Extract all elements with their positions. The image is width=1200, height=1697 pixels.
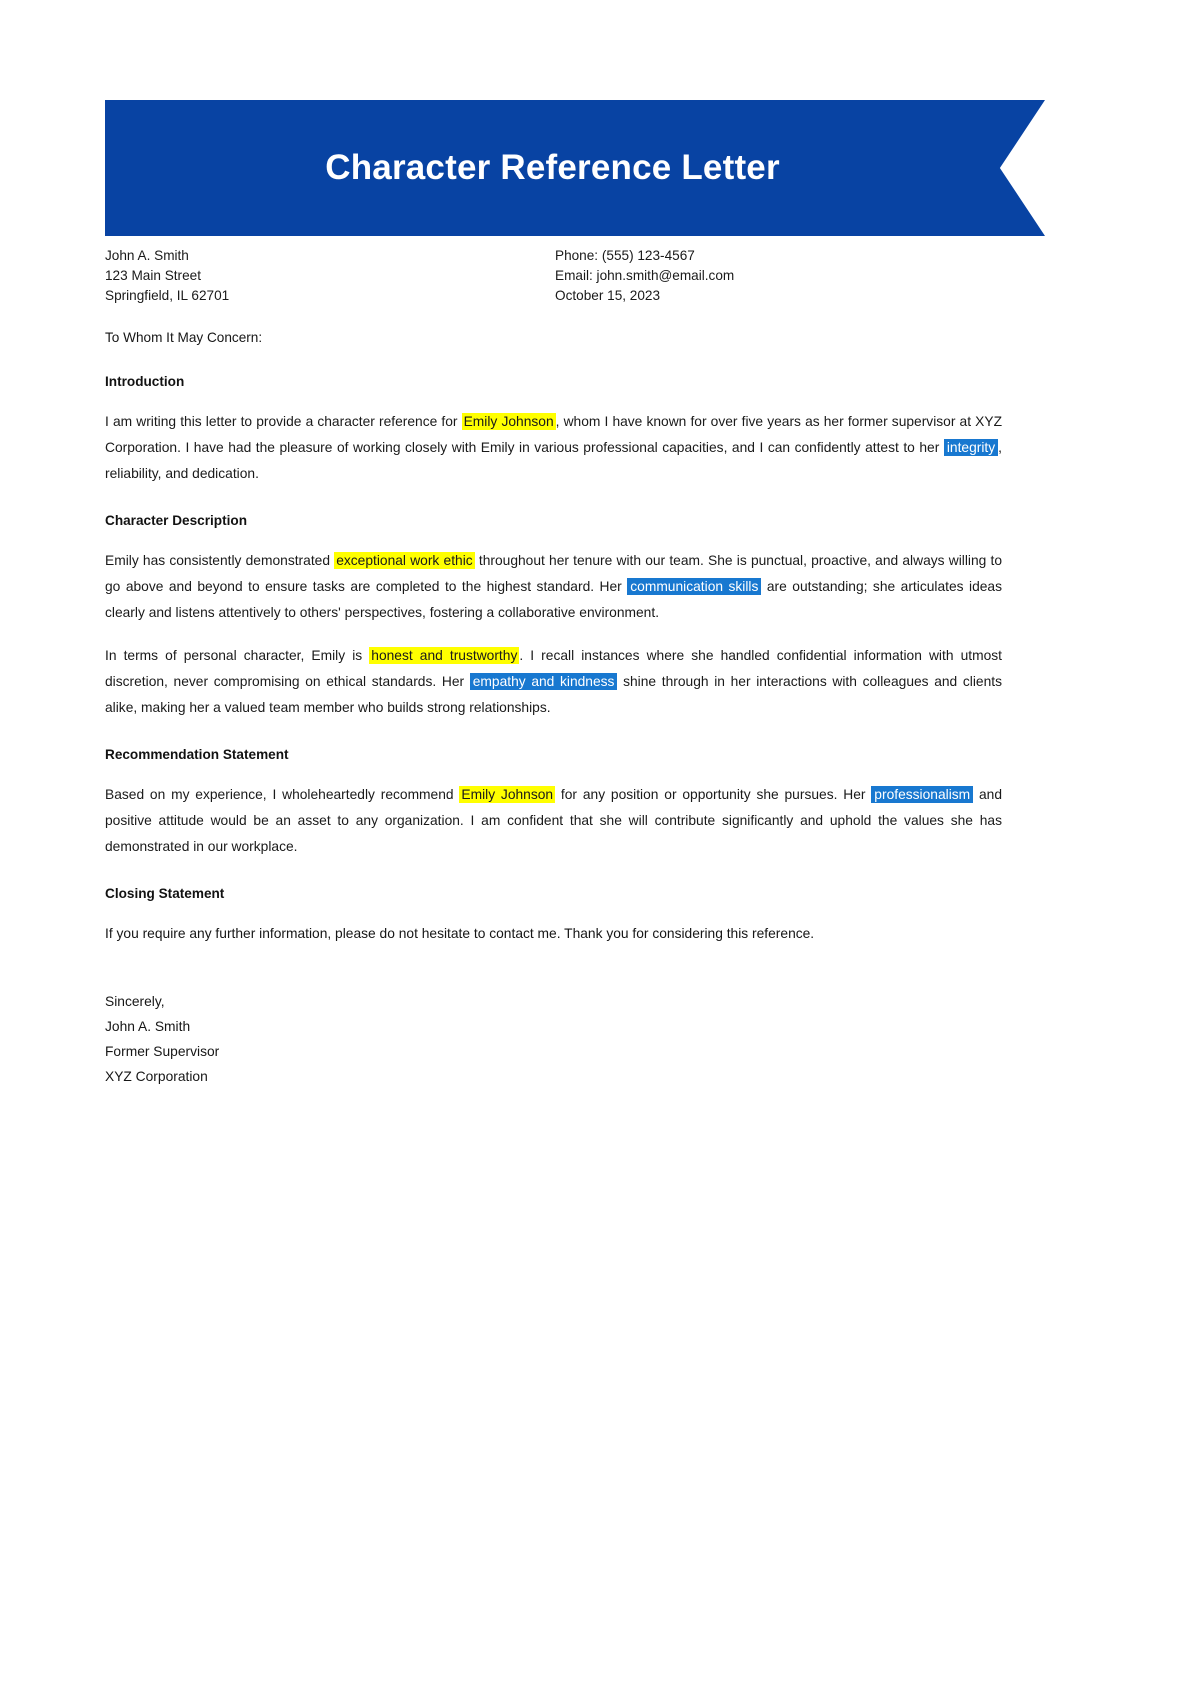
- contact-header: [105, 246, 1002, 306]
- highlight-honest-and-trustworthy: honest and trustworthy: [371, 648, 518, 663]
- recommend-text-b: for any position or opportunity she pursues. Her: [555, 787, 872, 802]
- paragraph-character-description-2: [105, 643, 1002, 721]
- contact-details-block: [555, 246, 1002, 306]
- highlight-emily-johnson-1: Emily Johnson: [463, 414, 554, 429]
- contact-phone: Phone: (555) 123-4567: [555, 248, 695, 263]
- highlight-emily-johnson-2: Emily Johnson: [461, 787, 554, 802]
- highlight-empathy-and-kindness: empathy and kindness: [470, 673, 618, 690]
- letter-date: October 15, 2023: [555, 288, 661, 303]
- heading-character-description: Character Description: [105, 513, 248, 528]
- chardesc1-text-b: throughout her tenure with our team. She is punctual, proactive, and always willing to go above and beyond to ensure tasks are completed to the highest standard. Her: [105, 553, 1002, 594]
- signature-name: John A. Smith: [105, 1019, 191, 1034]
- highlight-professionalism: professionalism: [871, 786, 973, 803]
- highlight-integrity: integrity: [944, 439, 998, 456]
- signature-role: Former Supervisor: [105, 1044, 220, 1059]
- intro-text-c: , reliability, and dedication.: [105, 440, 1002, 481]
- heading-introduction: Introduction: [105, 374, 185, 389]
- letter-body: [105, 246, 1002, 1089]
- chardesc1-text-c: are outstanding; she articulates ideas clearly and listens attentively to others' perspectives, fostering a collaborative environment.: [105, 579, 1002, 620]
- intro-text-b: , whom I have known for over five years as her former supervisor at XYZ Corporation. I have had the pleasure of working closely with Emily in various professional capacities, and I can confidently attest to her: [105, 414, 1002, 455]
- sender-street: 123 Main Street: [105, 268, 201, 283]
- recommend-text-c: and positive attitude would be an asset to any organization. I am confident that she will contribute significantly and uphold the values she has demonstrated in our workplace.: [105, 787, 1002, 854]
- chardesc2-text-a: In terms of personal character, Emily is: [105, 648, 370, 663]
- heading-recommendation-statement: Recommendation Statement: [105, 747, 289, 762]
- sender-city-state-zip: Springfield, IL 62701: [105, 288, 230, 303]
- signature-block: [105, 989, 1002, 1089]
- sender-name: John A. Smith: [105, 248, 189, 263]
- chardesc1-text-a: Emily has consistently demonstrated: [105, 553, 335, 568]
- heading-closing-statement: Closing Statement: [105, 886, 225, 901]
- signature-company: XYZ Corporation: [105, 1069, 208, 1084]
- paragraph-recommendation-statement: [105, 782, 1002, 860]
- signature-valediction: Sincerely,: [105, 994, 165, 1009]
- highlight-exceptional-work-ethic: exceptional work ethic: [336, 553, 473, 568]
- paragraph-closing-statement: If you require any further information, please do not hesitate to contact me. Thank you for considering this reference.: [105, 926, 815, 941]
- title-banner: [105, 100, 1045, 236]
- intro-text-a: I am writing this letter to provide a character reference for: [105, 414, 462, 429]
- sender-address-block: [105, 246, 555, 306]
- chardesc2-text-b: . I recall instances where she handled confidential information with utmost discretion, never compromising on ethical standards. Her: [105, 648, 1002, 689]
- paragraph-character-description-1: [105, 548, 1002, 626]
- highlight-communication-skills: communication skills: [627, 578, 761, 595]
- document-title: Character Reference Letter: [325, 147, 780, 187]
- recommend-text-a: Based on my experience, I wholeheartedly recommend: [105, 787, 460, 802]
- chardesc2-text-c: shine through in her interactions with colleagues and clients alike, making her a valued team member who builds strong relationships.: [105, 674, 1002, 715]
- paragraph-introduction: [105, 409, 1002, 487]
- contact-email: Email: john.smith@email.com: [555, 268, 735, 283]
- salutation: To Whom It May Concern:: [105, 330, 263, 345]
